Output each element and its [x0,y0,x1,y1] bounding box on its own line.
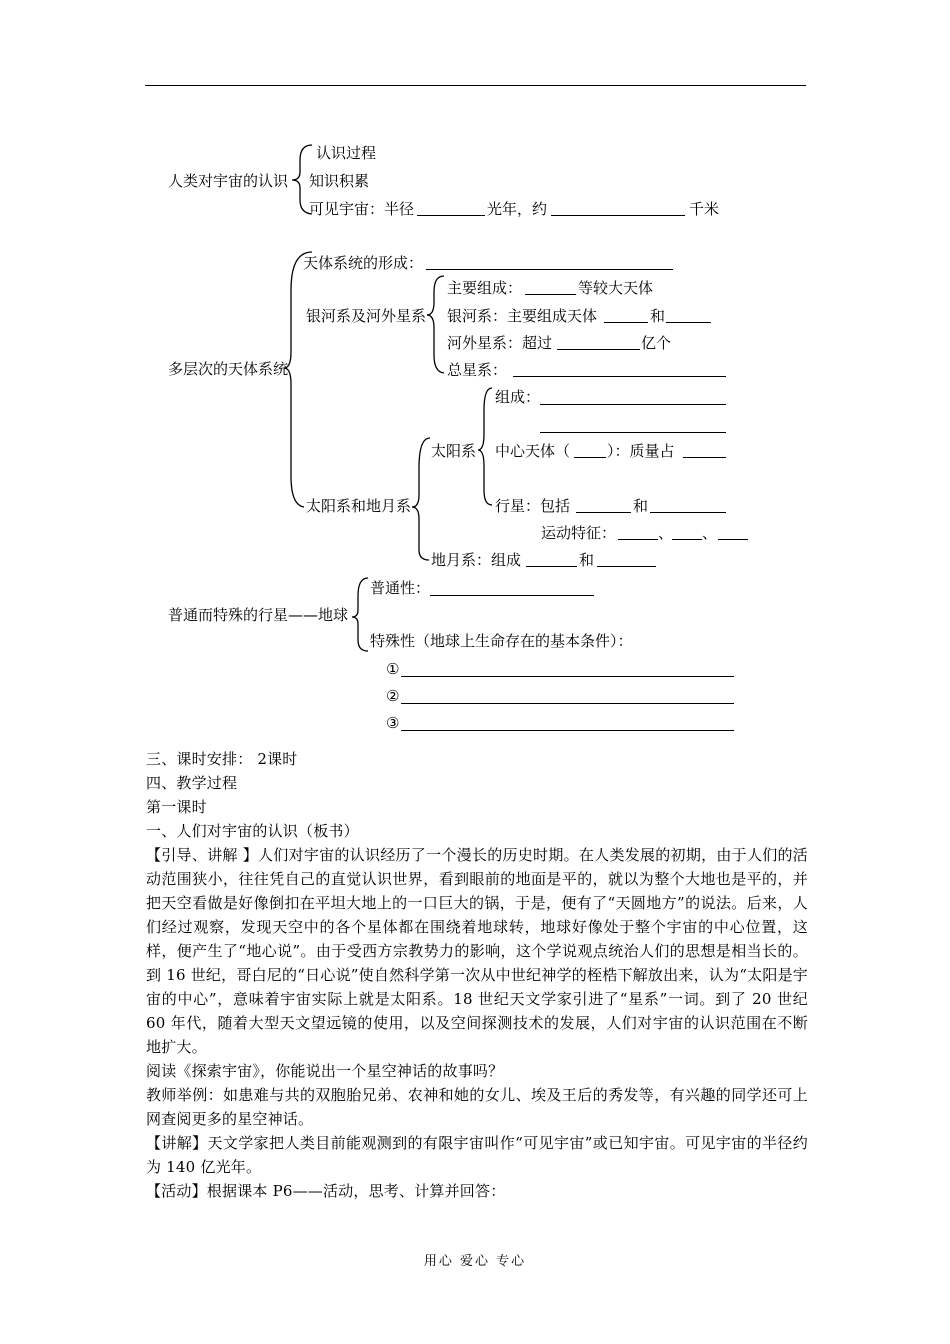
lesson-text [146,747,808,1203]
visible-universe-mid: 光年，约 [487,200,548,218]
blank-line[interactable] [551,215,685,216]
special-item: ① [386,660,400,678]
blank-line[interactable] [525,294,576,295]
motion-label: 运动特征： [541,524,617,542]
blank-line[interactable] [574,457,606,458]
extragalactic-prefix: 河外星系：超过 [447,334,553,352]
blank-line[interactable] [526,566,577,567]
planets-and: 和 [633,497,649,515]
blank-line[interactable] [401,730,734,731]
blank-line[interactable] [430,595,594,596]
formation-label: 天体系统的形成： [303,254,424,272]
center-body-suffix: ）：质量占 [607,442,675,460]
blank-line[interactable] [604,322,648,323]
extragalactic-suffix: 亿个 [641,334,672,352]
schedule-line: 三、课时安排： 2课时 [146,750,298,768]
blank-line[interactable] [650,512,726,513]
special-item: ③ [386,714,400,732]
visible-universe-suffix: 千米 [689,200,720,218]
blank-line[interactable] [718,539,748,540]
earth-root: 普通而特殊的行星——地球 [168,606,349,624]
blank-line[interactable] [417,215,485,216]
explain-paragraph: 【讲解】天文学家把人类目前能观测到的有限宇宙叫作“可见宇宙”或已知宇宙。可见宇宙的半径约为 140 亿光年。 [146,1134,808,1176]
first-lesson-heading: 第一课时 [146,798,207,816]
composition-label: 组成： [495,388,541,406]
planets-prefix: 行星：包括 [495,497,571,515]
blank-line[interactable] [540,404,726,405]
process-heading: 四、教学过程 [146,774,238,792]
universe-item: 知识积累 [309,172,370,190]
blank-line[interactable] [557,349,640,350]
guide-paragraph: 【引导、讲解 】人们对宇宙的认识经历了一个漫长的历史时期。在人类发展的初期，由于人们的活动范围狭小，往往凭自己的直觉认识世界，看到眼前的地面是平的，就以为整个大地也是平的，并把天空看做是好像倒扣在平坦大地上的一口巨大的锅，于是，便有了“天圆地方”的说法。后来，人们经过观察，发现天空中的各个星体都在围绕着地球转，地球好像处于整个宇宙的中心位置，这样，便产生了“地心说”。由于受西方宗教势力的影响，这个学说观点统治人们的思想是相当长的。到 16 世纪，哥白尼的“日心说”使自然科学第一次从中世纪神学的桎梏下解放出来，认为“太阳是宇宙的中心”，意味着宇宙实际上就是太阳系。18 世纪天文学家引进了“星系”一词。到了 20 世纪 60 年代，随着大型天文望远镜的使用，以及空间探测技术的发展，人们对宇宙的认识范围在不断地扩大。 [146,846,808,1056]
reading-question: 阅读《探索宇宙》，你能说出一个星空神话的故事吗？ [146,1062,504,1080]
section-heading: 一、人们对宇宙的认识（板书） [146,822,359,840]
blank-line[interactable] [666,322,711,323]
milky-way-prefix: 银河系：主要组成天体 [447,307,598,325]
page-footer: 用心 爱心 专心 [423,1254,527,1269]
milky-way-and: 和 [650,307,666,325]
blank-line[interactable] [401,703,734,704]
center-body-prefix: 中心天体（ [495,442,571,460]
separator: 、 [658,524,674,542]
total-galaxy-label: 总星系： [447,361,508,379]
separator: 、 [702,524,718,542]
blank-line[interactable] [426,269,673,270]
special-item: ② [386,687,400,705]
main-composition-suffix: 等较大天体 [578,279,654,297]
universe-root: 人类对宇宙的认识 [168,172,289,190]
visible-universe-prefix: 可见宇宙：半径 [309,200,415,218]
blank-line[interactable] [683,457,726,458]
earth-moon-and: 和 [579,551,595,569]
blank-line[interactable] [618,539,658,540]
universe-item: 认识过程 [316,144,377,162]
blank-line[interactable] [672,539,702,540]
solar-system-label: 太阳系 [431,442,477,460]
blank-line[interactable] [540,432,726,433]
solar-group-label: 太阳系和地月系 [306,497,412,515]
teacher-example: 教师举例：如患难与共的双胞胎兄弟、农神和她的女儿、埃及王后的秀发等，有兴趣的同学还可上网查阅更多的星空神话。 [146,1086,808,1128]
activity-line: 【活动】根据课本 P6——活动，思考、计算并回答： [146,1182,506,1200]
systems-root: 多层次的天体系统 [168,360,289,378]
blank-line[interactable] [576,512,631,513]
main-composition-prefix: 主要组成： [447,279,523,297]
ordinary-label: 普通性： [370,579,431,597]
blank-line[interactable] [513,376,726,377]
galaxy-group-label: 银河系及河外星系 [306,307,427,325]
blank-line[interactable] [597,566,656,567]
blank-line[interactable] [401,676,734,677]
special-label: 特殊性（地球上生命存在的基本条件）： [370,632,633,650]
earth-moon-prefix: 地月系：组成 [431,551,522,569]
